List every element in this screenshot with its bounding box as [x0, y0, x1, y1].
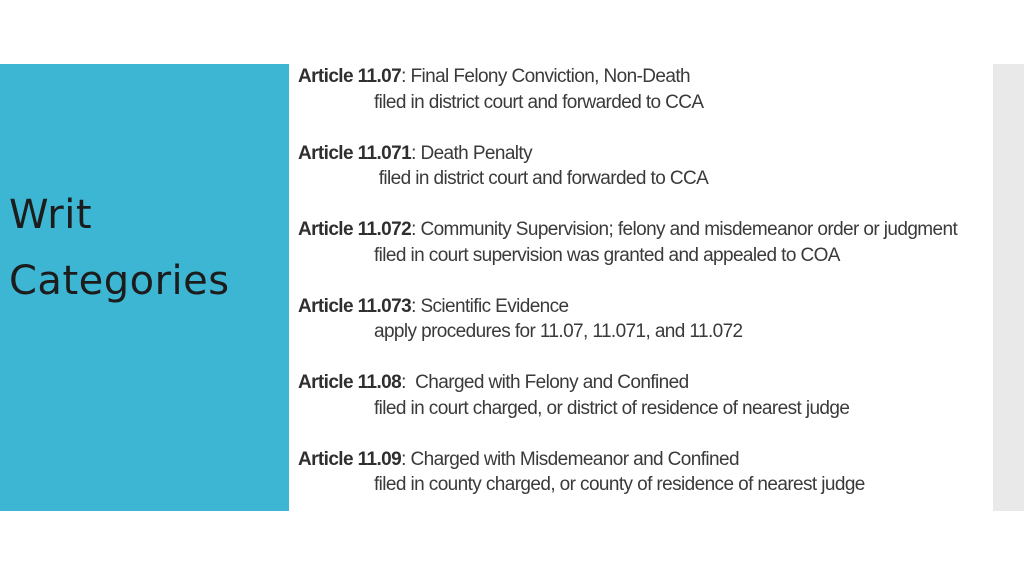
article-filing-detail: filed in district court and forwarded to CCA: [374, 168, 709, 189]
slide-title: [9, 182, 230, 314]
article-description: Death Penalty: [415, 142, 532, 164]
article-label: Article 11.071: [298, 142, 412, 164]
article-entry: [298, 64, 958, 115]
article-heading: [298, 447, 958, 473]
article-description: Scientific Evidence: [415, 295, 569, 317]
article-filing-detail: filed in county charged, or county of residence of nearest judge: [374, 474, 865, 495]
article-entry: [298, 370, 958, 421]
article-separator: :: [401, 66, 406, 87]
article-label: Article 11.08: [298, 372, 402, 393]
article-heading: [298, 64, 958, 90]
article-filing-detail: filed in district court and forwarded to CCA: [374, 91, 704, 113]
article-entry: [298, 141, 958, 192]
article-label: Article 11.072: [298, 219, 412, 240]
article-entry: [298, 447, 958, 498]
article-heading: [298, 141, 958, 167]
article-filing-detail: apply procedures for 11.07, 11.071, and 11.072: [374, 321, 743, 342]
article-heading: [298, 294, 958, 320]
article-description: Charged with Felony and Confined: [405, 372, 689, 393]
article-description: Final Felony Conviction, Non-Death: [405, 66, 691, 87]
article-separator: :: [401, 448, 406, 470]
article-filing-detail: filed in court charged, or district of residence of nearest judge: [374, 397, 850, 419]
article-heading: [298, 217, 958, 243]
article-description: Community Supervision; felony and misdemeanor order or judgment: [415, 219, 958, 240]
article-separator: :: [411, 219, 416, 240]
article-filing-detail: filed in court supervision was granted and appealed to COA: [374, 244, 840, 266]
article-label: Article 11.09: [298, 448, 402, 470]
article-entry: [298, 217, 958, 268]
article-separator: :: [401, 372, 406, 393]
article-label: Article 11.073: [298, 295, 412, 317]
article-separator: :: [411, 142, 416, 164]
article-entry: [298, 294, 958, 345]
article-label: Article 11.07: [298, 66, 402, 87]
article-heading: [298, 370, 958, 396]
slide-title-line-1: Writ: [9, 192, 92, 238]
article-description: Charged with Misdemeanor and Confined: [405, 448, 739, 470]
slide-title-line-2: Categories: [9, 258, 230, 304]
right-side-bar: [993, 64, 1024, 511]
article-list: [298, 64, 958, 523]
article-separator: :: [411, 295, 416, 317]
